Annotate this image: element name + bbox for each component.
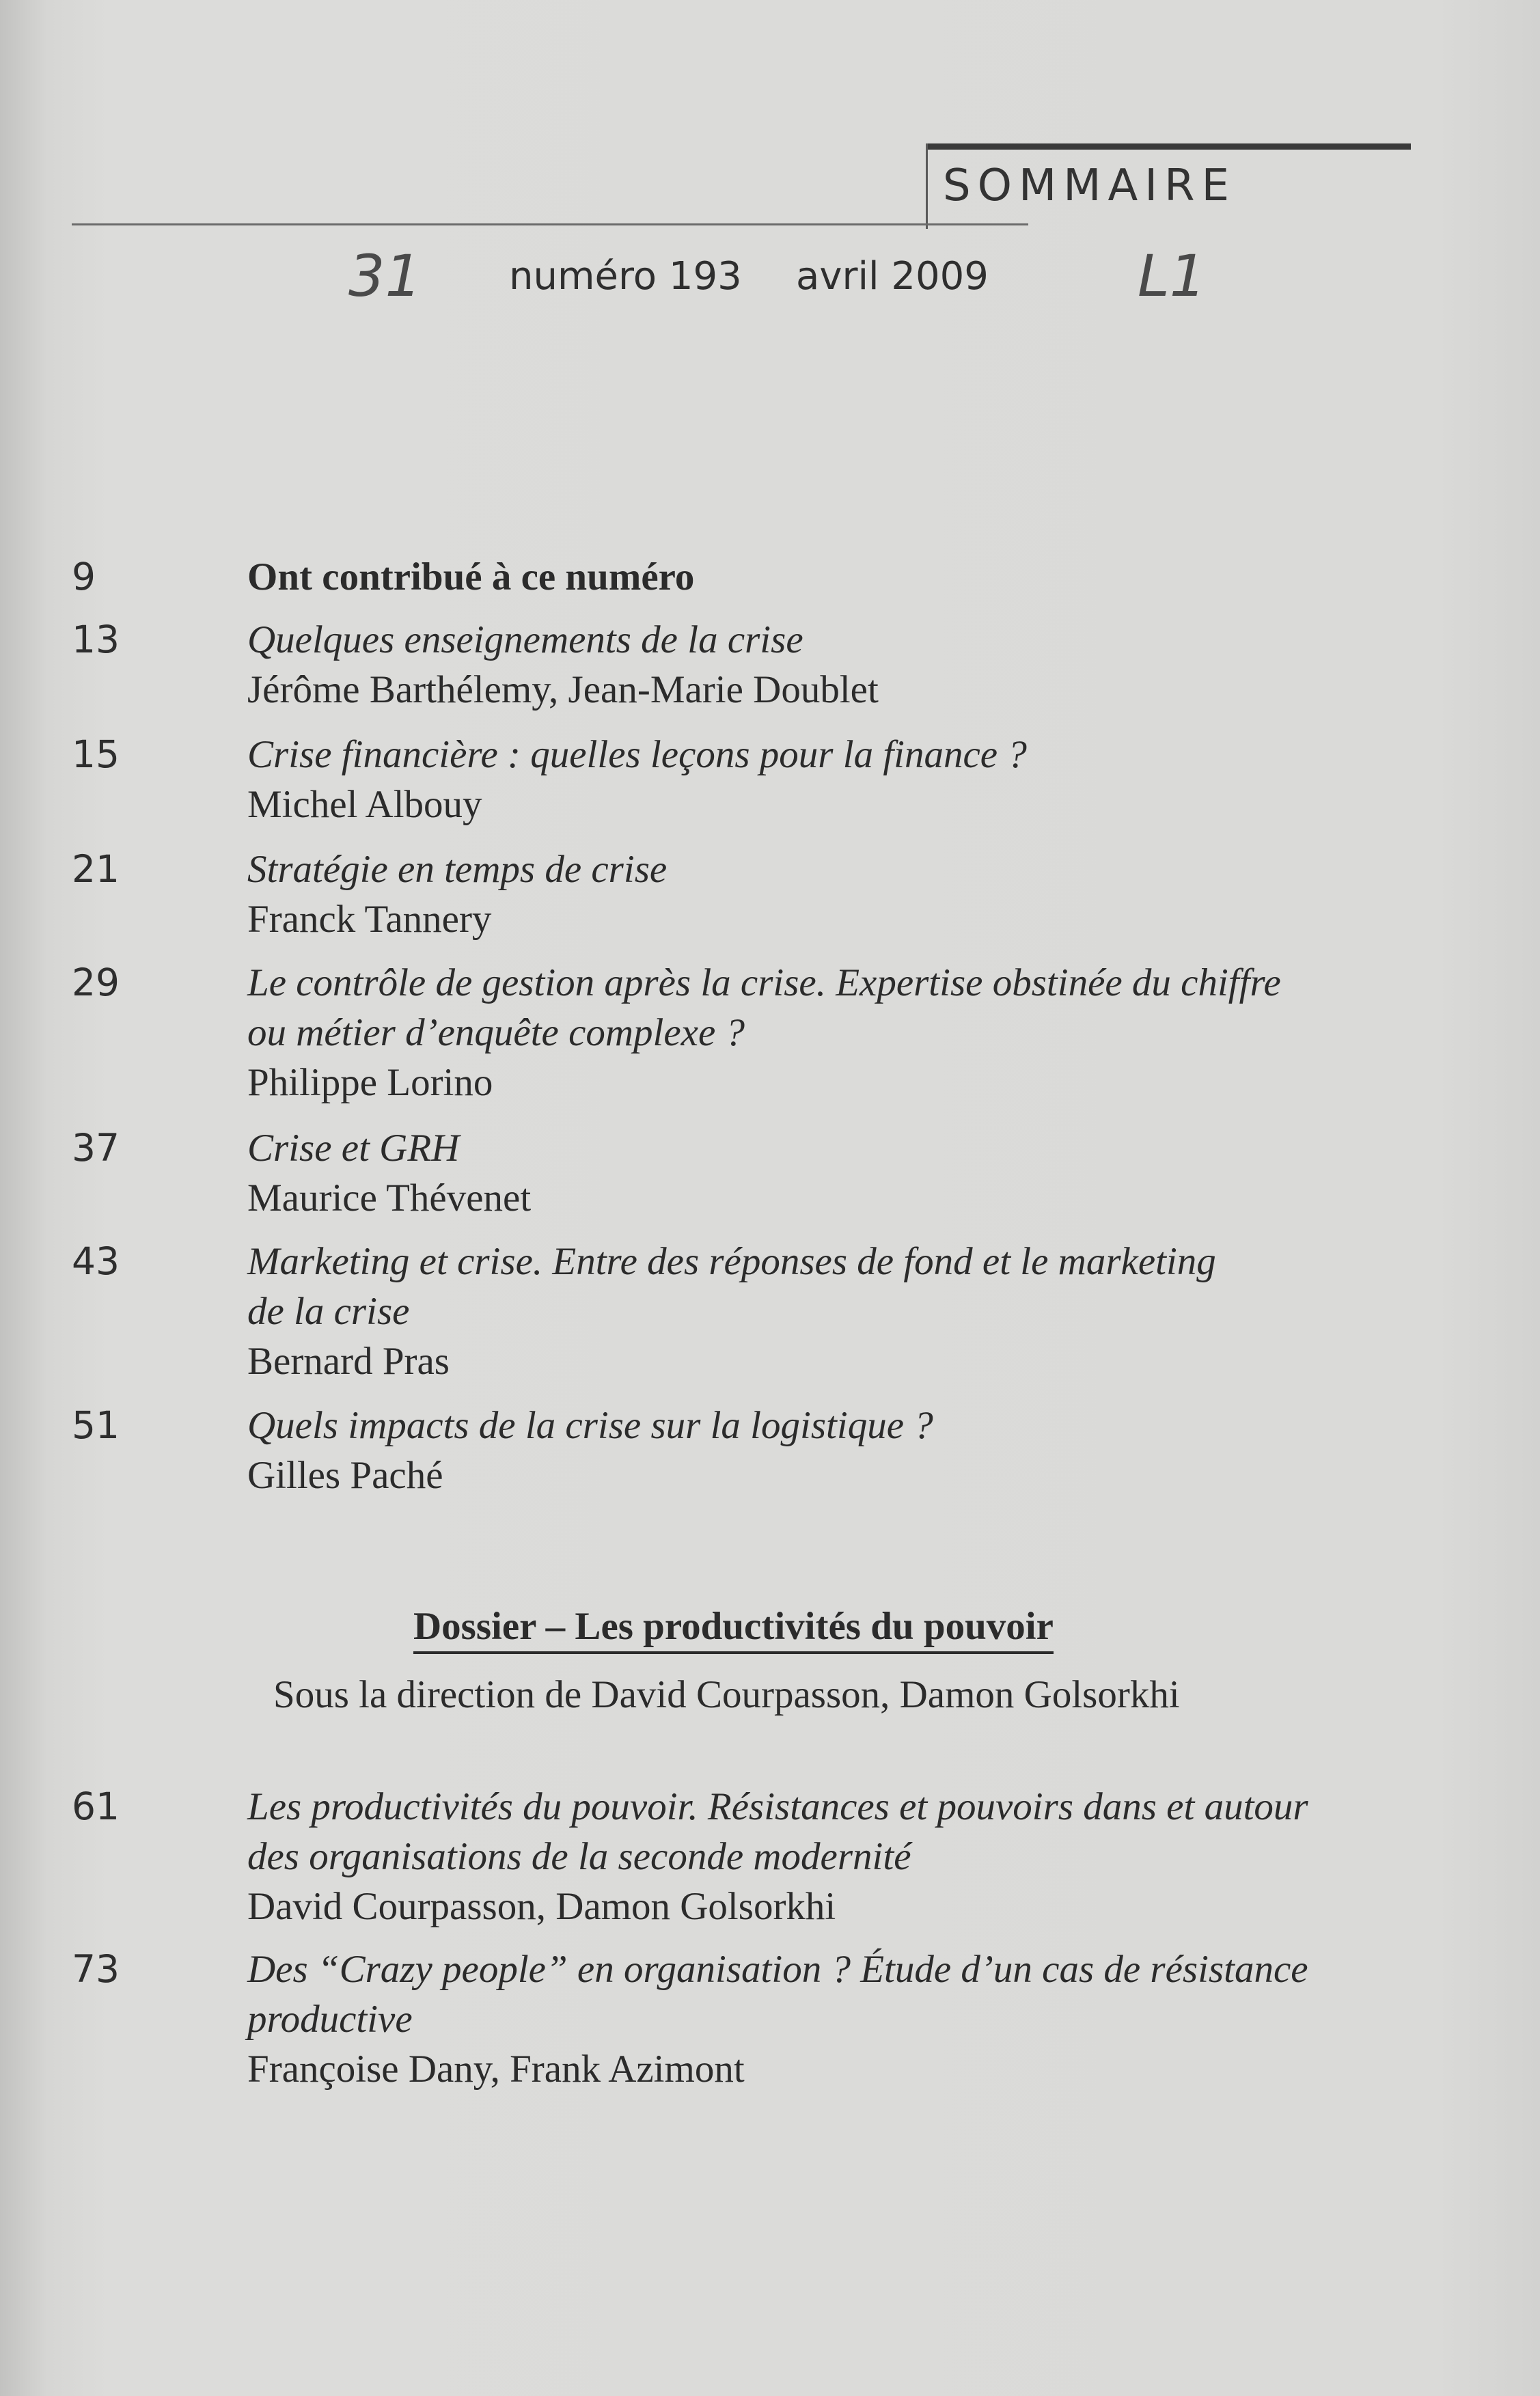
toc-entry-title-line2: de la crise [247, 1290, 410, 1333]
toc-entry[interactable] [247, 1123, 1395, 1223]
toc-entry-title: Quels impacts de la crise sur la logistique ? [247, 1404, 933, 1447]
toc-entry-title-line1: Le contrôle de gestion après la crise. Expertise obstinée du chiffre [247, 961, 1281, 1004]
issue-date: avril 2009 [796, 254, 989, 299]
toc-page-number: 29 [72, 961, 120, 1004]
issue-number: numéro 193 [509, 254, 742, 299]
toc-page-number: 51 [72, 1403, 120, 1447]
toc-entry[interactable] [247, 1944, 1395, 2094]
toc-entry-title-line1: Marketing et crise. Entre des réponses de fond et le marketing [247, 1240, 1216, 1283]
toc-entry[interactable] [247, 1782, 1395, 1931]
header-top-rule [926, 143, 1411, 150]
toc-entry-authors: Maurice Thévenet [247, 1176, 532, 1220]
handwritten-note-right: L1 [1138, 243, 1207, 309]
handwritten-note-left: 31 [348, 243, 422, 309]
toc-entry-authors: Franck Tannery [247, 898, 492, 941]
toc-entry[interactable] [247, 958, 1395, 1107]
toc-entry-authors: Michel Albouy [247, 783, 482, 826]
toc-entry[interactable] [247, 1237, 1395, 1386]
toc-entry-title: Ont contribué à ce numéro [247, 555, 695, 598]
toc-entry-authors: Bernard Pras [247, 1340, 450, 1383]
toc-entry-title: Crise et GRH [247, 1127, 460, 1170]
toc-page-number: 37 [72, 1126, 120, 1170]
toc-page-number: 43 [72, 1239, 120, 1283]
toc-entry-authors: Françoise Dany, Frank Azimont [247, 2048, 745, 2091]
toc-entry-authors: Philippe Lorino [247, 1061, 493, 1104]
toc-entry-title-line1: Les productivités du pouvoir. Résistances et pouvoirs dans et autour [247, 1785, 1308, 1828]
toc-entry[interactable] [247, 844, 1395, 944]
toc-entry[interactable] [247, 730, 1395, 829]
toc-page-number: 15 [72, 732, 120, 776]
toc-entry-authors: David Courpasson, Damon Golsorkhi [247, 1885, 836, 1928]
toc-entry-authors: Jérôme Barthélemy, Jean-Marie Doublet [247, 668, 879, 711]
toc-entry-title-line2: ou métier d’enquête complexe ? [247, 1011, 745, 1054]
toc-entry-title-line2: productive [247, 1998, 413, 2041]
toc-entry[interactable] [247, 615, 1395, 715]
toc-entry-authors: Gilles Paché [247, 1454, 443, 1497]
toc-page-number: 61 [72, 1785, 120, 1828]
toc-entry-title: Crise financière : quelles leçons pour la finance ? [247, 733, 1027, 776]
toc-entry[interactable] [247, 1401, 1395, 1500]
toc-entry-title-line2: des organisations de la seconde modernité [247, 1835, 911, 1878]
section-label: SOMMAIRE [943, 161, 1236, 211]
toc-page-number: 9 [72, 555, 96, 598]
dossier-editors: Sous la direction de David Courpasson, Damon Golsorkhi [273, 1673, 1180, 1716]
toc-entry[interactable] [247, 552, 1395, 602]
toc-entry-title: Quelques enseignements de la crise [247, 618, 803, 661]
dossier-title: Dossier – Les productivités du pouvoir [413, 1604, 1054, 1654]
toc-page-number: 13 [72, 618, 120, 661]
toc-entry-title-line1: Des “Crazy people” en organisation ? Étude d’un cas de résistance [247, 1948, 1308, 1991]
toc-page-number: 21 [72, 847, 120, 891]
toc-page-number: 73 [72, 1947, 120, 1991]
header-vertical-rule [926, 143, 928, 229]
header-left-rule [72, 223, 1028, 225]
toc-entry-title: Stratégie en temps de crise [247, 848, 668, 891]
